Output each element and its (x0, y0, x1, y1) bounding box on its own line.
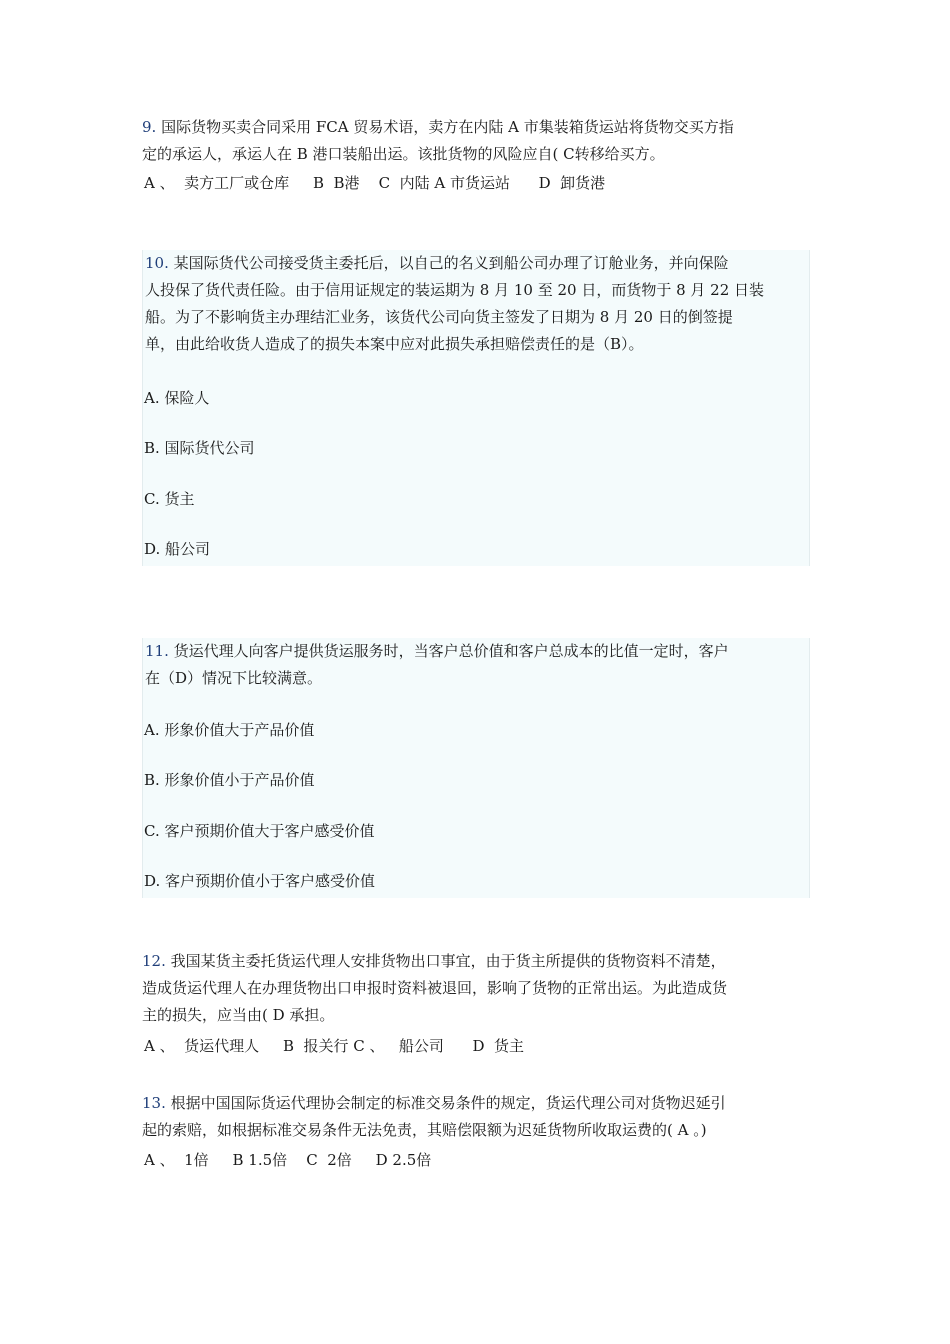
question-text-line: 在（D）情况下比较满意。 (145, 669, 323, 687)
option: C. 客户预期价值大于客户感受价值 (144, 822, 375, 840)
option: B. 形象价值小于产品价值 (144, 771, 315, 789)
question-text-line: 9. 国际货物买卖合同采用 FCA 贸易术语，卖方在内陆 A 市集装箱货运站将货物交买方指 (142, 118, 734, 136)
question-12 (142, 948, 810, 1029)
options-line: A 、 货运代理人 B 报关行 C 、 船公司 D 货主 (144, 1037, 525, 1055)
question-number: 12. (142, 952, 166, 970)
option: B. 国际货代公司 (144, 439, 255, 457)
question-number: 13. (142, 1094, 166, 1112)
option: C. 货主 (144, 490, 195, 508)
question-text-line: 船。为了不影响货主办理结汇业务，该货代公司向货主签发了日期为 8 月 20 日的倒签提 (145, 308, 733, 326)
question-10 (142, 250, 810, 566)
options-line: A 、 卖方工厂或仓库 B B港 C 内陆 A 市货运站 D 卸货港 (144, 174, 606, 192)
option: A. 形象价值大于产品价值 (144, 721, 315, 739)
option: D. 客户预期价值小于客户感受价值 (144, 872, 376, 890)
question-text-line: 人投保了货代责任险。由于信用证规定的装运期为 8 月 10 至 20 日，而货物于 8 月 22 日装 (145, 281, 765, 299)
question-number: 9. (142, 118, 157, 136)
question-text-line: 造成货运代理人在办理货物出口申报时资料被退回，影响了货物的正常出运。为此造成货 (142, 979, 728, 997)
question-text-line: 11. 货运代理人向客户提供货运服务时，当客户总价值和客户总成本的比值一定时，客户 (145, 642, 729, 660)
question-9 (142, 114, 810, 168)
question-number: 10. (145, 254, 169, 272)
option: A. 保险人 (144, 389, 210, 407)
question-text-line: 主的损失，应当由( D 承担。 (142, 1006, 335, 1024)
question-text-line: 10. 某国际货代公司接受货主委托后，以自己的名义到船公司办理了订舱业务，并向保险 (145, 254, 729, 272)
question-text-line: 12. 我国某货主委托货运代理人安排货物出口事宜，由于货主所提供的货物资料不清楚， (142, 952, 726, 970)
question-text-line: 起的索赔，如根据标准交易条件无法免责，其赔偿限额为迟延货物所收取运费的( A 。) (142, 1121, 707, 1139)
option: D. 船公司 (144, 540, 211, 558)
question-number: 11. (145, 642, 169, 660)
question-13 (142, 1090, 810, 1144)
question-text-line: 13. 根据中国国际货运代理协会制定的标准交易条件的规定，货运代理公司对货物迟延引 (142, 1094, 726, 1112)
question-text-line: 单，由此给收货人造成了的损失本案中应对此损失承担赔偿责任的是（B）。 (145, 335, 644, 353)
question-text-line: 定的承运人，承运人在 B 港口装船出运。该批货物的风险应自( C转移给买方。 (142, 145, 665, 163)
options-line: A 、 1倍 B 1.5倍 C 2倍 D 2.5倍 (144, 1151, 432, 1169)
question-11 (142, 638, 810, 898)
